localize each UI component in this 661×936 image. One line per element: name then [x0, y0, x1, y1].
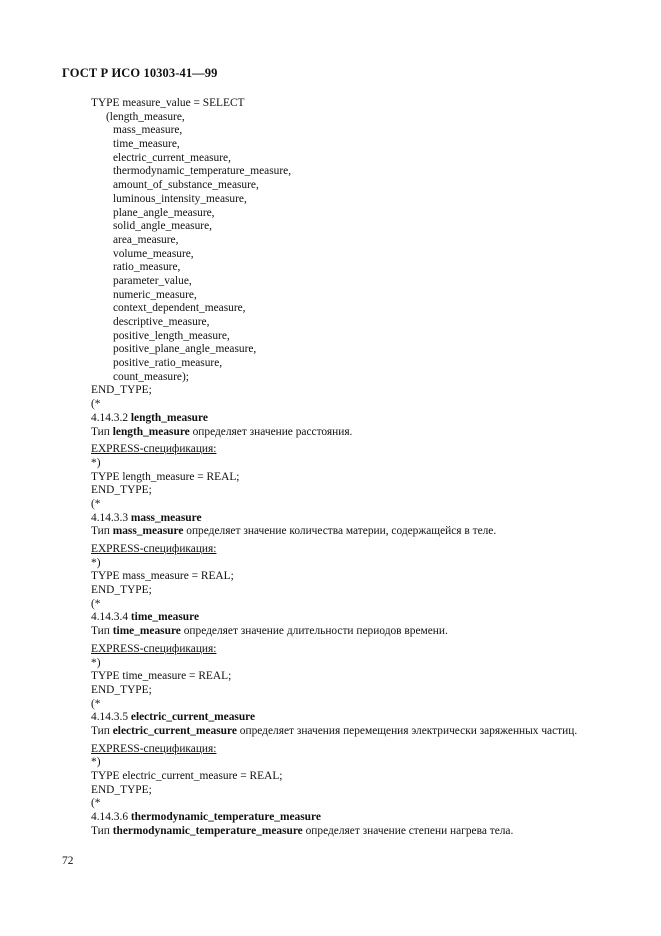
description-text: определяет значение степени нагрева тела. [305, 824, 514, 837]
section-number: 4.14.3.3 [91, 511, 129, 524]
section-number: 4.14.3.2 [91, 411, 129, 424]
select-item: time_measure, [113, 138, 180, 151]
select-item: context_dependent_measure, [113, 302, 246, 315]
select-item: mass_measure, [113, 124, 183, 137]
select-item: solid_angle_measure, [113, 220, 213, 233]
express-spec-label: EXPRESS-спецификация: [91, 543, 217, 555]
comment-close: *) [91, 756, 101, 769]
section-4-14-3-6 [91, 811, 636, 838]
description-text: определяет значение расстояния. [192, 425, 353, 438]
section-description [91, 426, 636, 440]
description-type-name: thermodynamic_temperature_measure [112, 824, 303, 837]
section-name: electric_current_measure [130, 711, 256, 724]
type-definition: TYPE mass_measure = REAL; [91, 570, 234, 583]
select-item: ratio_measure, [113, 261, 181, 274]
section-4-14-3-3 [91, 512, 636, 612]
end-type: END_TYPE; [91, 683, 152, 696]
select-item: parameter_value, [113, 274, 192, 287]
select-item: thermodynamic_temperature_measure, [113, 165, 292, 178]
description-type-name: mass_measure [112, 525, 184, 538]
select-items-list [91, 124, 636, 384]
document-header: ГОСТ Р ИСО 10303-41—99 [62, 66, 218, 80]
section-4-14-3-2 [91, 412, 636, 512]
section-heading [91, 412, 636, 426]
express-spec-label: EXPRESS-спецификация: [91, 443, 217, 456]
select-item: positive_length_measure, [113, 329, 230, 342]
end-type: END_TYPE; [91, 584, 152, 597]
description-prefix: Тип [91, 824, 110, 837]
comment-close: *) [91, 556, 101, 569]
select-item: descriptive_measure, [113, 316, 210, 328]
document-body [91, 97, 636, 838]
select-item: area_measure, [113, 233, 179, 246]
comment-open: (* [91, 497, 101, 510]
end-type: END_TYPE; [91, 783, 152, 796]
section-4-14-3-5 [91, 711, 636, 811]
section-description [91, 625, 636, 639]
description-text: определяет значение длительности периодов времени. [183, 625, 448, 638]
select-item: numeric_measure, [113, 288, 197, 301]
section-number: 4.14.3.4 [91, 611, 129, 624]
sections-container [91, 412, 636, 839]
section-description [91, 825, 636, 839]
description-text: определяет значение количества материи, содержащейся в теле. [186, 525, 497, 538]
description-prefix: Тип [91, 425, 110, 438]
select-item: positive_plane_angle_measure, [113, 343, 257, 356]
select-end-type: END_TYPE; [91, 384, 152, 397]
section-description [91, 725, 636, 739]
description-prefix: Тип [91, 525, 110, 538]
section-heading [91, 811, 636, 825]
section-heading [91, 711, 636, 725]
description-prefix: Тип [91, 724, 110, 737]
section-number: 4.14.3.6 [91, 811, 129, 824]
select-comment-open: (* [91, 398, 101, 411]
page-number: 72 [62, 855, 74, 867]
section-4-14-3-4 [91, 611, 636, 711]
select-item: electric_current_measure, [113, 151, 231, 164]
comment-open: (* [91, 697, 101, 710]
select-item: positive_ratio_measure, [113, 357, 223, 370]
express-spec-label: EXPRESS-спецификация: [91, 642, 217, 655]
select-first-item: (length_measure, [106, 110, 185, 123]
select-item: amount_of_substance_measure, [113, 179, 259, 192]
select-item: count_measure); [113, 370, 189, 383]
description-type-name: length_measure [112, 425, 190, 438]
comment-open: (* [91, 797, 101, 810]
type-definition: TYPE electric_current_measure = REAL; [91, 770, 283, 782]
comment-close: *) [91, 656, 101, 669]
section-name: time_measure [130, 611, 200, 624]
select-type-line: TYPE measure_value = SELECT [91, 97, 245, 109]
section-number: 4.14.3.5 [91, 711, 129, 724]
section-name: mass_measure [130, 511, 202, 524]
comment-open: (* [91, 597, 101, 610]
description-prefix: Тип [91, 625, 110, 638]
select-item: luminous_intensity_measure, [113, 192, 247, 205]
comment-close: *) [91, 456, 101, 469]
section-heading [91, 611, 636, 625]
end-type: END_TYPE; [91, 484, 152, 497]
select-item: plane_angle_measure, [113, 206, 215, 219]
select-item: volume_measure, [113, 247, 194, 260]
section-name: thermodynamic_temperature_measure [130, 811, 321, 824]
description-type-name: electric_current_measure [112, 724, 237, 737]
type-definition: TYPE time_measure = REAL; [91, 670, 232, 683]
section-name: length_measure [130, 411, 208, 424]
type-definition: TYPE length_measure = REAL; [91, 470, 240, 483]
section-description [91, 525, 636, 539]
description-text: определяет значения перемещения электрически заряженных частиц. [239, 724, 578, 737]
express-spec-label: EXPRESS-спецификация: [91, 742, 217, 755]
description-type-name: time_measure [112, 625, 181, 638]
section-heading [91, 512, 636, 526]
